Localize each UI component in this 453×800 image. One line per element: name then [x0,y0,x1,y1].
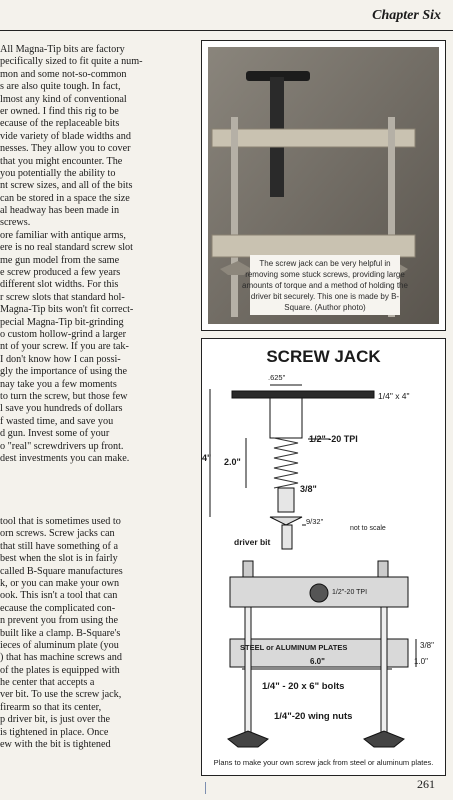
body-text-line: f wasted time, and save you [0,415,114,427]
dim-6: 6.0" [310,657,325,666]
diagram-footer: Plans to make your own screw jack from steel or aluminum plates. [213,758,434,767]
body-text-line: screws. [0,217,31,229]
body-text-line: ere is no real standard screw slot [0,242,133,254]
body-text-line: o custom hollow-grind a larger [0,328,126,340]
dim-4: 4" [202,453,212,463]
plate-tpi: 1/2"-20 TPI [332,589,368,596]
body-text-line: that you might encounter. The [0,155,123,167]
driver-bit-label: driver bit [234,537,271,547]
dim-1: 1.0" [414,657,428,666]
body-text-line: you potentially the ability to [0,167,116,179]
dim-half-tpi: 1/2" -20 TPI [309,434,358,444]
body-text-line: nt screw sizes, and all of the bits [0,180,133,192]
page-header [0,0,453,30]
body-text-line: that still have something of a [0,540,118,552]
body-text-line: I don't know how I can possi- [0,353,121,365]
body-text-line: best when the slot is in fairly [0,553,118,565]
body-text-line: d gun. Invest some of your [0,428,110,440]
body-text-line: firearm so that its center, [0,701,102,713]
body-text-line: dest investments you can make. [0,452,130,464]
body-text-line: can be stored in a space the size [0,192,130,204]
chapter-title: Chapter Six [372,8,441,23]
body-text-line: ecause the complicated con- [0,602,116,614]
body-text-line: er owned. I find this rig to be [0,105,119,117]
body-text-line: ) that has machine screws and [0,652,122,664]
plates-label: STEEL or ALUMINUM PLATES [240,643,348,652]
body-text-line: nesses. They allow you to cover [0,143,131,155]
body-text-line: vide variety of blade widths and [0,130,131,142]
body-text-line: Magna-Tip bits won't fit correct- [0,304,134,316]
body-text-column-1 [0,44,188,465]
body-text-line: called B-Square manufactures [0,565,123,577]
body-text-line: me gun model from the same [0,254,120,266]
body-text-line: e screw produced a few years [0,267,121,279]
body-text-line: nay take you a few moments [0,378,117,390]
body-text-line: ore familiar with antique arms, [0,229,126,241]
body-text-line: of the plates is equipped with [0,664,120,676]
dim-9-32: 9/32" [306,517,324,526]
body-text-line: al headway has been made in [0,205,120,217]
body-text-line: different slot widths. For this [0,279,119,291]
body-text-line: s are also quite tough. In fact, [0,81,121,93]
body-text-line: to turn the screw, but those few [0,390,128,402]
bolts-label: 1/4" - 20 x 6" bolts [262,681,345,692]
body-text-line: ook. This isn't a tool that can [0,590,118,602]
diagram-figure [201,338,446,776]
body-text-line: he center that accepts a [0,677,95,689]
not-to-scale: not to scale [350,525,386,532]
body-text-line: n prevent you from using the [0,615,118,627]
diagram-title: SCREW JACK [266,347,381,366]
page-number: 261 [417,777,435,791]
screw-jack-plan-drawing [202,339,445,775]
body-text-line: orn screws. Screw jacks can [0,528,115,540]
photo-caption: The screw jack can be very helpful in removing some stuck screws, providing large amounts of torque and a method of holding the driver bit securely. This one is made by B-Square. (Author photo) [242,259,408,312]
dim-2: 2.0" [224,457,241,467]
body-text-line: pecial Magna-Tip bit-grinding [0,316,124,328]
body-text-line: mon and some not-so-common [0,68,127,80]
body-text-line: built like a clamp. B-Square's [0,627,121,639]
body-text-line: ew with the bit is tightened [0,739,111,751]
body-text-line: k, or you can make your own [0,577,120,589]
body-text-line: All Magna-Tip bits are factory [0,44,125,55]
header-rule [0,30,453,31]
dim-3-8: 3/8" [300,484,317,494]
gutter-marker [205,782,206,794]
wing-nuts-label: 1/4"-20 wing nuts [274,711,353,722]
body-text-line: lmost any kind of conventional [0,93,127,105]
body-text-line: ecause of the replaceable bits [0,118,120,130]
body-text-line: is tightened in place. Once [0,726,109,738]
dim-quarter-4: 1/4" x 4" [378,391,410,401]
body-text-line: p driver bit, is just over the [0,714,111,726]
body-text-line: ver bit. To use the screw jack, [0,689,122,701]
body-text-line: o "real" screwdrivers up front. [0,440,124,452]
body-text-line: r screw slots that standard hol- [0,291,125,303]
body-text-column-2 [0,516,188,751]
body-text-line: ieces of aluminum plate (you [0,639,119,651]
body-text-line: l save you hundreds of dollars [0,403,123,415]
body-text-line: tool that is sometimes used to [0,516,121,527]
body-text-line: pecifically sized to fit quite a num- [0,56,143,68]
photo-figure [201,40,446,331]
dim-3-8-b: 3/8" [420,641,434,650]
dim-625: .625" [268,373,286,382]
body-text-line: nt of your screw. If you are tak- [0,341,129,353]
body-text-line: gly the importance of using the [0,366,128,378]
